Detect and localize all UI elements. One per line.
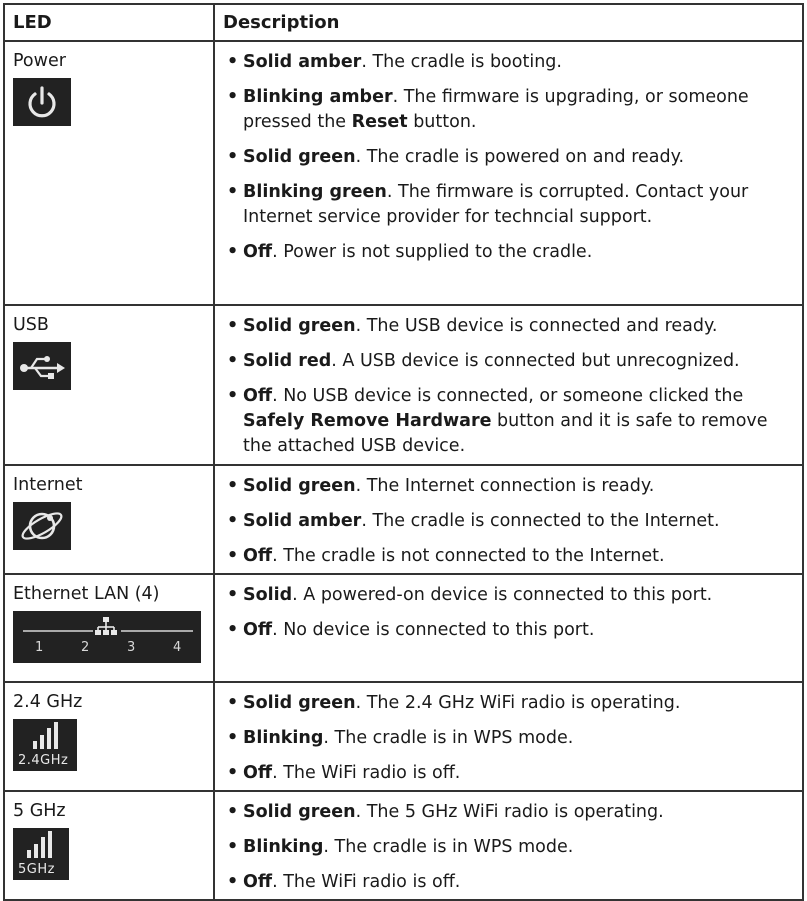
- table-row-power: [4, 41, 803, 305]
- list-item: • Solid green. The Internet connection is ready.: [227, 476, 655, 496]
- bullet-list: [225, 50, 794, 265]
- led-name: USB: [13, 315, 49, 335]
- list-item: • Solid. A powered-on device is connected to this port.: [227, 585, 713, 605]
- description-cell: [214, 574, 803, 682]
- led-name: 5 GHz: [13, 801, 66, 821]
- wifi-band-label: 5GHz: [18, 862, 55, 877]
- usb-icon: [13, 342, 71, 390]
- list-item: • Blinking. The cradle is in WPS mode.: [227, 728, 574, 748]
- table-row-5ghz: [4, 791, 803, 900]
- globe-icon: [13, 502, 71, 550]
- led-cell: [4, 305, 214, 465]
- wifi-signal-icon: [13, 828, 69, 880]
- header-led: [4, 4, 214, 41]
- header-description: [214, 4, 803, 41]
- table-header-row: [4, 4, 803, 41]
- bullet-list: [225, 474, 794, 569]
- wifi-signal-icon: [13, 719, 77, 771]
- header-led-label: LED: [13, 12, 52, 33]
- port-label-4: 4: [173, 640, 182, 655]
- led-name: Power: [13, 51, 66, 71]
- list-item: • Blinking. The cradle is in WPS mode.: [227, 837, 574, 857]
- description-cell: [214, 305, 803, 465]
- list-item: • Blinking amber. The firmware is upgrading, or someone pressed the Reset button.: [227, 87, 749, 132]
- table-row-internet: [4, 465, 803, 574]
- header-description-label: Description: [223, 12, 340, 33]
- list-item: • Solid green. The 5 GHz WiFi radio is operating.: [227, 802, 664, 822]
- port-label-2: 2: [81, 640, 90, 655]
- list-item: • Off. The WiFi radio is off.: [227, 872, 461, 892]
- list-item: • Off. No device is connected to this port.: [227, 620, 595, 640]
- list-item: • Solid red. A USB device is connected but unrecognized.: [227, 351, 740, 371]
- wifi-band-label: 2.4GHz: [18, 753, 69, 768]
- led-name: Ethernet LAN (4): [13, 584, 160, 604]
- list-item: • Solid green. The 2.4 GHz WiFi radio is operating.: [227, 693, 681, 713]
- led-name: 2.4 GHz: [13, 692, 83, 712]
- bullet-list: [225, 691, 794, 786]
- port-label-3: 3: [127, 640, 136, 655]
- description-cell: [214, 682, 803, 791]
- list-item: • Solid green. The cradle is powered on and ready.: [227, 147, 685, 167]
- list-item: • Blinking green. The firmware is corrupted. Contact your Internet service provider for techncial support.: [227, 182, 749, 227]
- list-item: • Solid green. The USB device is connected and ready.: [227, 316, 718, 336]
- led-cell: [4, 791, 214, 900]
- list-item: • Solid amber. The cradle is booting.: [227, 52, 562, 72]
- led-table: [3, 3, 804, 901]
- description-cell: [214, 41, 803, 305]
- list-item: • Off. Power is not supplied to the cradle.: [227, 242, 593, 262]
- table-row-ethernet: [4, 574, 803, 682]
- ethernet-ports-icon: [13, 611, 201, 663]
- bullet-list: [225, 800, 794, 895]
- list-item: • Solid amber. The cradle is connected to the Internet.: [227, 511, 720, 531]
- led-cell: [4, 682, 214, 791]
- led-cell: [4, 574, 214, 682]
- port-label-1: 1: [35, 640, 44, 655]
- led-cell: [4, 41, 214, 305]
- led-name: Internet: [13, 475, 83, 495]
- table-row-usb: [4, 305, 803, 465]
- led-cell: [4, 465, 214, 574]
- list-item: • Off. The WiFi radio is off.: [227, 763, 461, 783]
- bullet-list: [225, 583, 794, 643]
- list-item: • Off. The cradle is not connected to the Internet.: [227, 546, 665, 566]
- list-item: • Off. No USB device is connected, or someone clicked the Safely Remove Hardware button and it is safe to remove the attached USB device.: [227, 386, 768, 456]
- bullet-list: [225, 314, 794, 459]
- table-row-2-4ghz: [4, 682, 803, 791]
- description-cell: [214, 791, 803, 900]
- power-icon: [13, 78, 71, 126]
- description-cell: [214, 465, 803, 574]
